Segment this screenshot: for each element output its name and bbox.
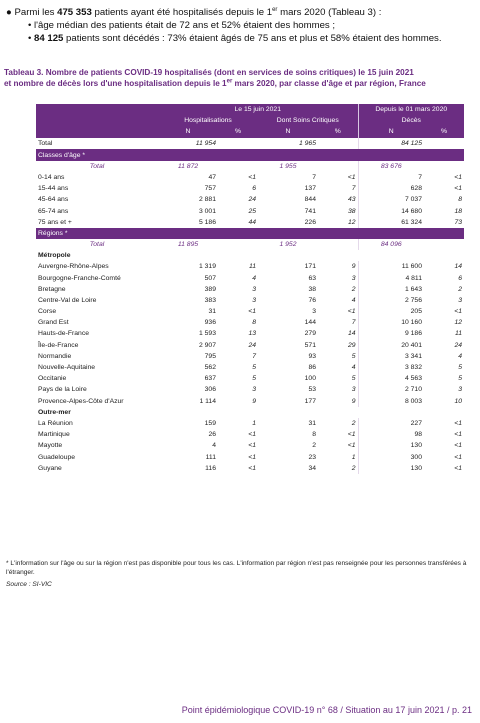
crit-n: 8	[312, 431, 316, 439]
deces-pct: <1	[454, 431, 463, 439]
table-row	[36, 429, 464, 440]
intro-bullet-3: • 84 125 patients sont décédés : 73% étaient âgés de 75 ans et plus et 58% étaient des hommes.	[28, 33, 442, 44]
table-row	[36, 351, 464, 362]
row-label: Centre-Val de Loire	[38, 296, 97, 304]
crit-pct: <1	[347, 308, 356, 316]
hosp-pct: 9	[252, 397, 256, 405]
crit-pct: <1	[347, 174, 356, 182]
deces-n: 130	[358, 463, 424, 474]
deces-pct	[424, 138, 464, 150]
hosp-n: 1 114	[199, 397, 216, 405]
section-label: Classes d'âge *	[36, 149, 464, 161]
crit-n: 137	[304, 185, 316, 193]
hosp-pct: 3	[252, 285, 256, 293]
table-row	[36, 306, 464, 317]
hosp-n: 757	[204, 185, 216, 193]
group-label: Métropole	[38, 252, 71, 260]
text: mars 2020 (Tableau 3) :	[277, 7, 382, 18]
deces-pct: 18	[454, 207, 463, 215]
crit-n: 1 965	[258, 138, 318, 150]
row-label: Total	[36, 138, 158, 150]
row-label: Normandie	[38, 352, 72, 360]
deces-pct	[424, 161, 464, 172]
deces-pct: 4	[458, 352, 463, 360]
hosp-n: 389	[204, 285, 216, 293]
table-row	[36, 451, 464, 462]
row-label: Nouvelle-Aquitaine	[38, 364, 96, 372]
group-label: Outre-mer	[38, 408, 71, 416]
deces-pct: 11	[454, 330, 463, 338]
hosp-pct: <1	[248, 308, 256, 316]
hosp-pct: 24	[248, 196, 256, 204]
hosp-pct: 11	[248, 263, 256, 271]
hosp-n: 936	[204, 319, 216, 327]
hosp-pct	[218, 138, 258, 150]
crit-n: 86	[308, 364, 316, 372]
crit-pct: 4	[351, 296, 356, 304]
header-n: N	[158, 126, 218, 137]
crit-pct: <1	[347, 442, 356, 450]
crit-n: 100	[304, 375, 316, 383]
header-pct: %	[318, 126, 358, 137]
hosp-n: 1 593	[198, 330, 216, 338]
header-blank	[36, 115, 158, 126]
row-label: 65-74 ans	[38, 207, 69, 215]
header-row-units	[36, 126, 464, 137]
deces-n: 227	[358, 418, 424, 429]
deces-pct: 14	[454, 263, 463, 271]
header-period-1: Le 15 juin 2021	[158, 104, 358, 115]
total-row	[36, 138, 464, 150]
deces-n: 3 832	[358, 362, 424, 373]
crit-pct: 2	[351, 464, 356, 472]
crit-pct: 9	[351, 397, 356, 405]
deces-pct: <1	[454, 174, 463, 182]
sup: er	[272, 6, 278, 13]
row-label: Total	[89, 162, 105, 170]
table-row	[36, 172, 464, 183]
crit-n: 844	[304, 196, 316, 204]
hosp-pct: <1	[248, 442, 256, 450]
hosp-pct: 24	[248, 341, 256, 349]
section-regions	[36, 228, 464, 239]
row-label: Auvergne-Rhône-Alpes	[38, 263, 109, 271]
deces-n: 205	[358, 306, 424, 317]
crit-n: 571	[304, 341, 316, 349]
deces-n: 1 643	[358, 284, 424, 295]
header-n: N	[358, 126, 424, 137]
hosp-pct: 3	[252, 386, 256, 394]
hosp-n: 11 872	[177, 162, 199, 170]
deces-pct: 24	[454, 341, 463, 349]
deces-n: 83 676	[358, 161, 424, 172]
table-row	[36, 206, 464, 217]
regions-subtotal-row	[36, 239, 464, 250]
hosp-n: 507	[204, 274, 216, 282]
deces-pct: <1	[454, 419, 463, 427]
hosp-pct: 25	[248, 207, 256, 215]
table-row	[36, 340, 464, 351]
hosp-n: 3 001	[198, 207, 216, 215]
crit-n: 93	[308, 352, 316, 360]
hosp-pct: 1	[252, 419, 256, 427]
source: Source : SI-VIC	[6, 581, 52, 588]
table-row	[36, 295, 464, 306]
crit-n: 38	[308, 285, 316, 293]
crit-pct: <1	[347, 431, 356, 439]
crit-pct: 1	[351, 453, 356, 461]
text: l'âge médian des patients était de 72 ans et 52% étaient des hommes ;	[34, 20, 336, 31]
deces-n: 628	[358, 183, 424, 194]
row-label: 15-44 ans	[38, 185, 69, 193]
intro-bullet-2: • l'âge médian des patients était de 72 ans et 52% étaient des hommes ;	[28, 20, 336, 31]
hosp-n: 11 954	[158, 138, 218, 150]
table-row	[36, 440, 464, 451]
deces-pct: 10	[454, 397, 463, 405]
deces-pct: <1	[454, 185, 463, 193]
header-n: N	[258, 126, 318, 137]
header-blank	[36, 104, 158, 115]
sup: er	[226, 78, 233, 85]
deces-n: 2 756	[358, 295, 424, 306]
row-label: Mayotte	[38, 442, 63, 450]
deces-n: 8 003	[358, 396, 424, 407]
hosp-pct: 3	[252, 296, 256, 304]
hosp-pct: 13	[248, 330, 256, 338]
section-age	[36, 149, 464, 161]
deces-n: 84 096	[358, 239, 424, 250]
crit-pct: 4	[351, 364, 356, 372]
deaths-count: 84 125	[34, 33, 64, 44]
group-outre-mer	[36, 407, 464, 418]
crit-pct: 3	[351, 274, 356, 282]
hosp-pct: 8	[252, 319, 256, 327]
crit-n: 7	[312, 174, 316, 182]
row-label: Île-de-France	[38, 341, 79, 349]
crit-n: 226	[304, 218, 316, 226]
hosp-n: 159	[204, 419, 216, 427]
crit-pct	[318, 161, 358, 172]
crit-pct: 2	[351, 419, 356, 427]
hosp-n: 383	[204, 296, 216, 304]
caption-line-2	[4, 78, 476, 89]
crit-pct: 3	[351, 386, 356, 394]
row-label: Total	[89, 240, 105, 248]
crit-n: 1 955	[279, 162, 297, 170]
crit-pct: 14	[347, 330, 356, 338]
row-label: 0-14 ans	[38, 174, 65, 182]
table-row	[36, 396, 464, 407]
table-row	[36, 183, 464, 194]
table-row	[36, 418, 464, 429]
crit-n: 1 952	[279, 240, 297, 248]
header-blank	[36, 126, 158, 137]
row-label: Guadeloupe	[38, 453, 76, 461]
table-row	[36, 384, 464, 395]
deces-n: 7 037	[358, 194, 424, 205]
row-label: Bourgogne-Franche-Comté	[38, 274, 121, 282]
table-row	[36, 328, 464, 339]
deces-n: 4 563	[358, 373, 424, 384]
crit-pct: 5	[351, 375, 356, 383]
row-label: Pays de la Loire	[38, 386, 87, 394]
deces-n: 20 401	[358, 340, 424, 351]
deces-pct: <1	[454, 464, 463, 472]
header-soins-critiques: Dont Soins Critiques	[258, 115, 358, 126]
hosp-pct	[218, 239, 258, 250]
row-label: Bretagne	[38, 285, 66, 293]
crit-n: 63	[308, 274, 316, 282]
row-label: Martinique	[38, 431, 70, 439]
row-label: Grand Est	[38, 319, 69, 327]
header-pct: %	[218, 126, 258, 137]
crit-n: 53	[308, 386, 316, 394]
hosp-n: 4	[212, 442, 216, 450]
crit-n: 34	[308, 464, 316, 472]
deces-n: 130	[358, 440, 424, 451]
crit-n: 23	[308, 453, 316, 461]
hosp-n: 5 186	[198, 218, 216, 226]
deces-n: 7	[358, 172, 424, 183]
row-label: La Réunion	[38, 419, 73, 427]
hosp-n: 47	[208, 174, 216, 182]
table-row	[36, 362, 464, 373]
crit-pct: 29	[347, 341, 356, 349]
age-subtotal-row	[36, 161, 464, 172]
header-hospitalisations: Hospitalisations	[158, 115, 258, 126]
header-period-2: Depuis le 01 mars 2020	[358, 104, 464, 115]
hosp-n: 111	[205, 453, 216, 461]
hosp-pct: <1	[248, 453, 256, 461]
deces-n: 10 160	[358, 317, 424, 328]
header-pct: %	[424, 126, 464, 137]
table-row	[36, 261, 464, 272]
hosp-pct: 7	[252, 352, 256, 360]
crit-pct	[318, 239, 358, 250]
row-label: 75 ans et +	[38, 218, 72, 226]
crit-pct	[318, 138, 358, 150]
hosp-pct: <1	[248, 431, 256, 439]
deces-n: 14 680	[358, 206, 424, 217]
crit-n: 177	[304, 397, 316, 405]
header-deces: Décès	[358, 115, 464, 126]
deces-n: 61 324	[358, 217, 424, 228]
text: patients sont décédés : 73% étaient âgés de 75 ans et plus et 58% étaient des hommes.	[63, 33, 442, 44]
text: mars 2020, par classe d'âge et par région, France	[232, 79, 426, 88]
hosp-n: 2 907	[198, 341, 216, 349]
header-row-period	[36, 104, 464, 115]
deces-n: 3 341	[358, 351, 424, 362]
crit-pct: 38	[347, 207, 356, 215]
hosp-n: 116	[205, 464, 216, 472]
crit-n: 31	[308, 419, 316, 427]
crit-pct: 5	[351, 352, 356, 360]
covid-table	[36, 104, 464, 474]
text: patients ayant été hospitalisés depuis le 1	[91, 7, 273, 18]
crit-n: 3	[312, 308, 316, 316]
hosp-n: 11 895	[177, 240, 199, 248]
deces-n: 98	[358, 429, 424, 440]
deces-pct: 5	[458, 375, 463, 383]
deces-n: 9 186	[358, 328, 424, 339]
deces-pct: 3	[458, 296, 463, 304]
header-row-columns	[36, 115, 464, 126]
text: Parmi les	[14, 7, 58, 18]
deces-pct: 2	[458, 285, 463, 293]
hosp-pct: 5	[252, 364, 256, 372]
crit-n: 279	[304, 330, 316, 338]
hosp-pct: 44	[248, 218, 256, 226]
crit-n: 2	[312, 442, 316, 450]
caption-line-1: Tableau 3. Nombre de patients COVID-19 hospitalisés (dont en services de soins critiques) le 15 juin 2021	[4, 68, 414, 77]
hosp-pct: 4	[252, 274, 256, 282]
table-row	[36, 373, 464, 384]
hosp-n: 26	[208, 431, 216, 439]
crit-n: 76	[308, 296, 316, 304]
intro-bullet-1: ● Parmi les 475 353 patients ayant été hospitalisés depuis le 1er mars 2020 (Tableau 3) :	[6, 6, 382, 18]
deces-n: 4 811	[358, 272, 424, 283]
deces-n: 84 125	[358, 138, 424, 150]
table-row	[36, 317, 464, 328]
deces-pct: 12	[454, 319, 463, 327]
row-label: Hauts-de-France	[38, 330, 89, 338]
hosp-n: 637	[204, 375, 216, 383]
crit-pct: 9	[351, 263, 356, 271]
table-caption	[4, 67, 476, 89]
crit-pct: 12	[347, 218, 356, 226]
hosp-n: 31	[208, 308, 216, 316]
deces-n: 11 600	[358, 261, 424, 272]
text: et nombre de décès lors d'une hospitalisation depuis le 1	[4, 79, 227, 88]
hosp-n: 795	[204, 352, 216, 360]
deces-pct	[424, 239, 464, 250]
hosp-pct: <1	[248, 464, 256, 472]
row-label: 45-64 ans	[38, 196, 69, 204]
row-label: Occitanie	[38, 375, 67, 383]
table-row	[36, 272, 464, 283]
hosp-pct: 5	[252, 375, 256, 383]
hosp-n: 1 319	[198, 263, 216, 271]
table-row	[36, 194, 464, 205]
footnote: * L'information sur l'âge ou sur la région n'est pas disponible pour tous les cas. L'information par région n'est pas renseignée pour les personnes transférées à l'étranger.	[6, 560, 467, 576]
crit-n: 741	[304, 207, 316, 215]
crit-n: 144	[304, 319, 316, 327]
deces-pct: 8	[458, 196, 463, 204]
row-label: Corse	[38, 308, 57, 316]
row-label: Provence-Alpes-Côte d'Azur	[38, 397, 124, 405]
hosp-n: 2 881	[198, 196, 216, 204]
table-row	[36, 217, 464, 228]
deces-pct: 5	[458, 364, 463, 372]
table-row	[36, 284, 464, 295]
deces-pct: <1	[454, 442, 463, 450]
crit-pct: 43	[347, 196, 356, 204]
hosp-n: 306	[204, 386, 216, 394]
hosp-pct	[218, 161, 258, 172]
group-metropole	[36, 250, 464, 261]
crit-pct: 7	[351, 319, 356, 327]
crit-n: 171	[304, 263, 316, 271]
table-row	[36, 463, 464, 474]
row-label: Guyane	[38, 464, 62, 472]
section-label: Régions *	[36, 228, 464, 239]
crit-pct: 7	[351, 185, 356, 193]
hosp-pct: 6	[252, 185, 256, 193]
hospitalised-count: 475 353	[57, 7, 92, 18]
hosp-n: 562	[204, 364, 216, 372]
deces-pct: <1	[454, 308, 463, 316]
deces-n: 2 710	[358, 384, 424, 395]
intro-bullets	[6, 6, 474, 45]
deces-pct: 6	[458, 274, 463, 282]
deces-pct: <1	[454, 453, 463, 461]
hosp-pct: <1	[248, 174, 256, 182]
deces-pct: 3	[458, 386, 463, 394]
page-footer: Point épidémiologique COVID-19 n° 68 / Situation au 17 juin 2021 / p. 21	[181, 705, 472, 715]
deces-pct: 73	[454, 218, 463, 226]
deces-n: 300	[358, 451, 424, 462]
crit-pct: 2	[351, 285, 356, 293]
